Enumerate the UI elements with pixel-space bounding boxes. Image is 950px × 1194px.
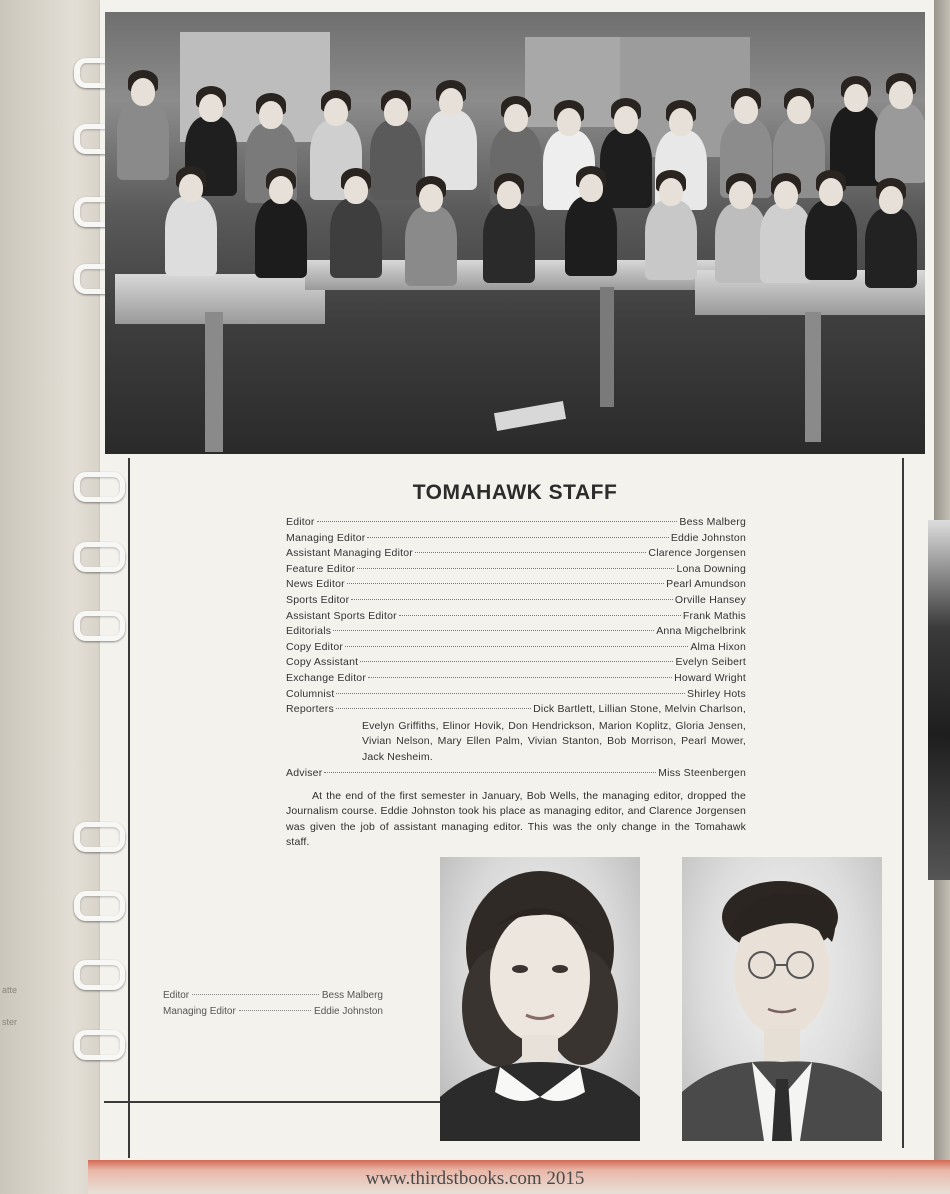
staff-role: Editor [286, 516, 315, 528]
leader-dots [351, 599, 673, 600]
portrait-managing-editor-photo [682, 857, 882, 1141]
leader-dots [399, 615, 681, 616]
staff-row [286, 532, 746, 548]
photo-table-leg [805, 312, 821, 442]
page-title: TOMAHAWK STAFF [412, 481, 618, 504]
staff-role: Copy Assistant [286, 656, 359, 669]
staff-row [286, 656, 746, 672]
leader-dots [367, 537, 668, 538]
portrait-managing-editor-drawing [682, 857, 882, 1141]
staff-name: Orville Hansey [674, 593, 746, 606]
staff-name: Dick Bartlett, Lillian Stone, Melvin Charlson, [533, 703, 746, 716]
leader-dots [415, 552, 646, 553]
staff-row [286, 516, 746, 532]
staff-change-paragraph: At the end of the first semester in January, Bob Wells, the managing editor, dropped the Journalism course. Eddie Johnston took his place as managing editor, and Clarence Jorgensen was given the job of assistant managing editor. This was the only change in the Tomahawk staff. [286, 790, 746, 849]
staff-role: Assistant Managing Editor [286, 547, 413, 560]
reporters-continued: Evelyn Griffiths, Elinor Hovik, Don Hendrickson, Marion Koplitz, Gloria Jensen, Vivian Nelson, Mary Ellen Palm, Vivian Stanton, Bob Morrison, Pearl Mower, Jack Nesheim. [362, 719, 746, 763]
leader-dots [239, 1010, 311, 1011]
staff-list [286, 516, 746, 782]
staff-name: Pearl Amundson [666, 578, 746, 591]
staff-row [286, 625, 746, 641]
staff-role: Copy Editor [286, 640, 344, 653]
photo-floor-paper [494, 401, 566, 431]
staff-name: Bess Malberg [679, 516, 746, 528]
leader-dots [333, 630, 654, 631]
binding-ring [74, 1030, 125, 1060]
leader-dots [336, 693, 685, 694]
portrait-editor-photo [440, 857, 640, 1141]
caption-name: Bess Malberg [321, 990, 383, 1001]
leader-dots [360, 661, 673, 662]
staff-group-photo [105, 12, 925, 454]
staff-name: Miss Steenbergen [658, 766, 746, 779]
leader-dots [324, 772, 656, 773]
staff-row [286, 594, 746, 610]
binding-ring [74, 542, 125, 572]
binding-ring [74, 822, 125, 852]
staff-row-reporters [286, 703, 746, 719]
staff-role: Adviser [286, 766, 323, 779]
leader-dots [317, 521, 678, 522]
watermark-text: www.thirdstbooks.com 2015 [365, 1168, 585, 1189]
frame-line-left [128, 458, 130, 1158]
portrait-editor-drawing [440, 857, 640, 1141]
staff-name: Anna Migchelbrink [656, 625, 746, 638]
binding-ring [74, 611, 125, 641]
staff-name: Clarence Jorgensen [648, 547, 746, 560]
next-page-photo-edge [928, 520, 950, 880]
staff-row [286, 547, 746, 563]
staff-row [286, 610, 746, 626]
staff-name: Lona Downing [676, 562, 746, 575]
staff-role: Exchange Editor [286, 671, 367, 684]
frame-line-bottom [104, 1101, 440, 1103]
staff-row [286, 672, 746, 688]
leader-dots [192, 994, 319, 995]
staff-row-adviser [286, 767, 746, 783]
leader-dots [357, 568, 674, 569]
staff-role: Feature Editor [286, 562, 356, 575]
photo-table-leg [600, 287, 614, 407]
frame-line-right [902, 458, 904, 1148]
staff-name: Frank Mathis [682, 609, 746, 622]
staff-name: Shirley Hots [686, 687, 746, 700]
staff-row [286, 563, 746, 579]
caption-row [163, 1006, 383, 1022]
leader-dots [345, 646, 688, 647]
staff-row [286, 688, 746, 704]
staff-name: Eddie Johnston [670, 531, 746, 544]
staff-row [286, 641, 746, 657]
previous-page-edge [0, 0, 105, 1194]
caption-name: Eddie Johnston [314, 1006, 383, 1017]
edge-text-2: ster [2, 1017, 18, 1027]
leader-dots [368, 677, 672, 678]
caption-role: Editor [163, 990, 190, 1001]
staff-role: Managing Editor [286, 531, 366, 544]
leader-dots [336, 708, 531, 709]
staff-name: Howard Wright [674, 671, 746, 684]
staff-name: Evelyn Seibert [675, 656, 746, 669]
staff-role: Sports Editor [286, 593, 350, 606]
staff-role: Assistant Sports Editor [286, 609, 397, 622]
staff-role: Editorials [286, 625, 332, 638]
edge-text-1: atte [2, 985, 18, 995]
staff-role: News Editor [286, 578, 345, 591]
binding-ring [74, 472, 125, 502]
staff-role: Reporters [286, 703, 334, 716]
staff-role: Columnist [286, 687, 335, 700]
leader-dots [347, 583, 664, 584]
caption-role: Managing Editor [163, 1006, 236, 1017]
binding-ring [74, 891, 125, 921]
portrait-captions [163, 990, 383, 1022]
staff-name: Alma Hixon [690, 640, 746, 653]
photo-table-leg [205, 312, 223, 452]
binding-ring [74, 960, 125, 990]
staff-row [286, 578, 746, 594]
caption-row [163, 990, 383, 1006]
